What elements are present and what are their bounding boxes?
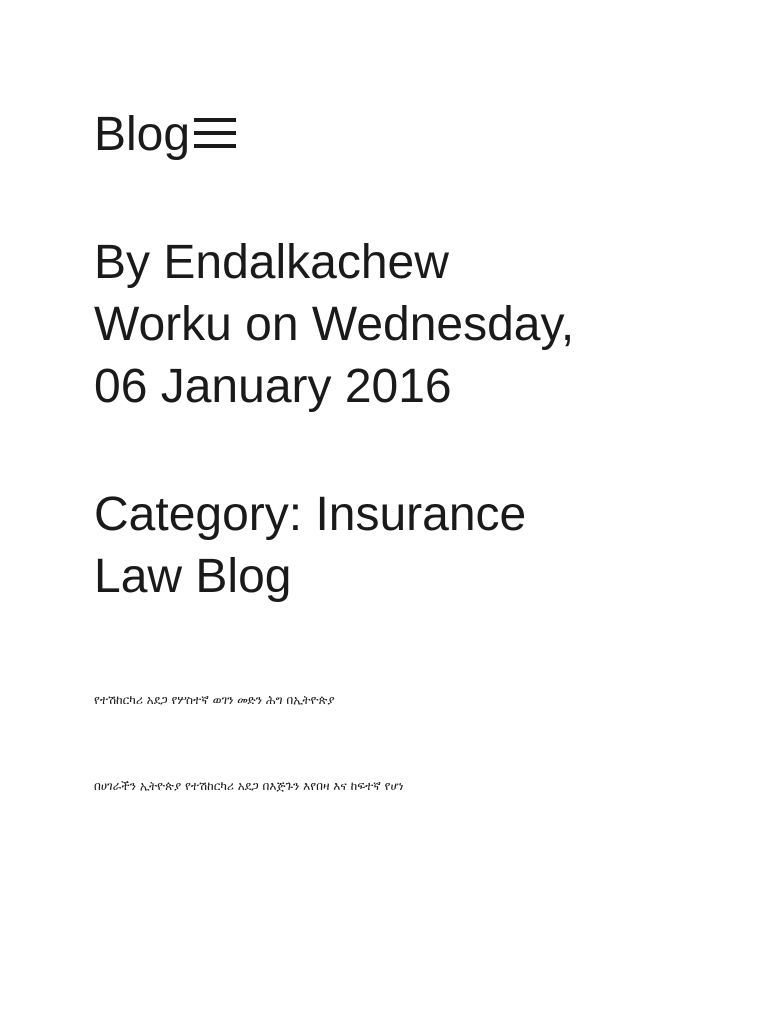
byline-line-1: By Endalkachew xyxy=(94,236,449,289)
category-line-1: Category: Insurance xyxy=(94,488,527,541)
blog-header xyxy=(94,104,734,166)
article-body-text: በሀገራችን ኢትዮጵያ የተሽከርካሪ አደጋ በእጅጉን እየበዛ እና ከፍተኛ የሆነ xyxy=(94,779,404,793)
hamburger-menu-icon[interactable] xyxy=(192,115,236,151)
article-headline: የተሽከርካሪ አደጋ የሦስተኛ ወገን መድን ሕግ በኢትዮጵያ xyxy=(94,693,335,707)
byline-line-3: 06 January 2016 xyxy=(94,360,452,413)
blog-title[interactable]: Blog xyxy=(94,108,191,161)
article-byline xyxy=(94,232,734,418)
blog-page xyxy=(94,104,734,794)
article-category[interactable] xyxy=(94,484,734,608)
byline-line-2: Worku on Wednesday, xyxy=(94,298,575,351)
category-line-2: Law Blog xyxy=(94,550,292,603)
